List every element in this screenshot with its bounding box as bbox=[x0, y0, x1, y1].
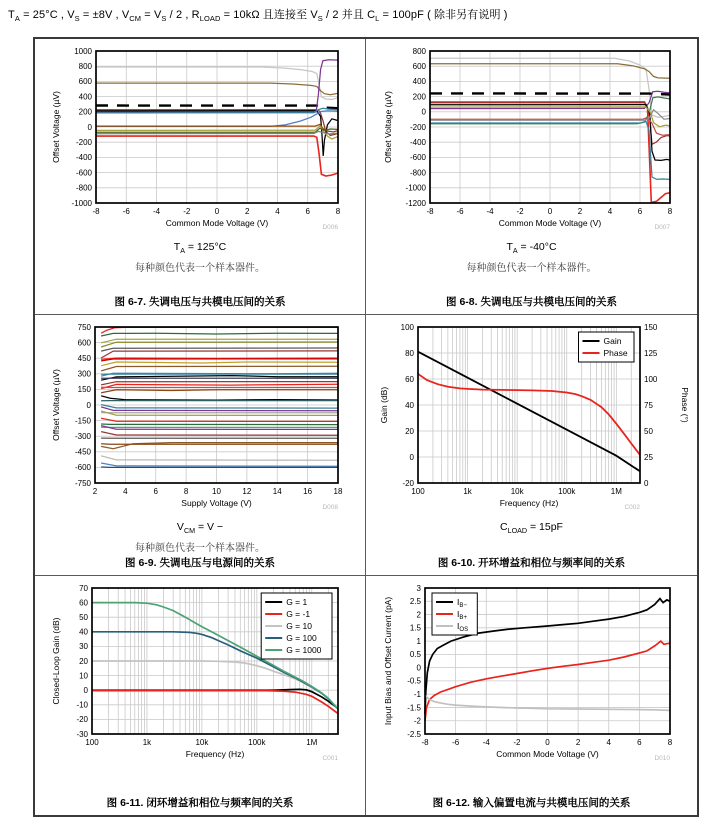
x-axis-label: Frequency (Hz) bbox=[185, 749, 245, 759]
figure-panel-6-7 bbox=[35, 39, 366, 315]
svg-text:1M: 1M bbox=[610, 487, 622, 496]
condition-text: $V_{CM} = V$ − bbox=[176, 521, 224, 536]
svg-text:-8: -8 bbox=[92, 207, 100, 216]
x-axis-label: Common Mode Voltage (V) bbox=[165, 218, 269, 228]
svg-text:4: 4 bbox=[123, 487, 128, 496]
svg-text:-400: -400 bbox=[409, 138, 426, 147]
svg-text:1k: 1k bbox=[142, 738, 152, 747]
series-G = 1 bbox=[92, 689, 338, 708]
series-G = 10 bbox=[92, 661, 338, 709]
svg-text:40: 40 bbox=[404, 400, 414, 410]
legend-label: $I_{B-}$ bbox=[456, 596, 467, 609]
x-axis-label: Common Mode Voltage (V) bbox=[498, 218, 601, 228]
svg-text:2.5: 2.5 bbox=[409, 597, 421, 607]
figure-caption: 图 6-12. 输入偏置电流与共模电压间的关系 bbox=[432, 797, 631, 809]
svg-text:-200: -200 bbox=[75, 138, 92, 147]
svg-text:-2.5: -2.5 bbox=[406, 729, 421, 739]
figure-panel-6-10 bbox=[366, 315, 697, 576]
svg-text:-800: -800 bbox=[75, 183, 92, 193]
watermark: D010 bbox=[653, 755, 670, 762]
series-25 bbox=[101, 424, 338, 425]
svg-text:-600: -600 bbox=[75, 168, 92, 178]
svg-text:-1.5: -1.5 bbox=[406, 703, 421, 713]
series-group bbox=[101, 327, 338, 467]
chart-offset-vs-vcm-125c bbox=[49, 44, 351, 238]
svg-text:600: 600 bbox=[77, 338, 91, 348]
figure-panel-6-9 bbox=[35, 315, 366, 576]
svg-text:2: 2 bbox=[92, 487, 98, 496]
figure-panel-6-12 bbox=[366, 576, 697, 815]
svg-text:-600: -600 bbox=[74, 463, 91, 473]
svg-text:-6: -6 bbox=[451, 738, 459, 747]
y-axis-label: Input Bias and Offset Current (pA) bbox=[382, 596, 393, 726]
legend-label: G = 1 bbox=[286, 596, 308, 607]
figure-panel-6-11 bbox=[35, 576, 366, 815]
svg-text:1000: 1000 bbox=[74, 46, 92, 56]
y-axis-label: Closed-Loop Gain (dB) bbox=[51, 617, 61, 705]
legend-label: G = 1000 bbox=[286, 644, 322, 655]
figure-caption: 图 6-10. 开环增益和相位与频率间的关系 bbox=[437, 557, 626, 569]
figure-caption: 图 6-9. 失调电压与电源间的关系 bbox=[125, 557, 275, 569]
svg-text:50: 50 bbox=[79, 613, 88, 622]
svg-text:100: 100 bbox=[643, 374, 657, 384]
svg-text:0: 0 bbox=[421, 107, 426, 117]
svg-text:2: 2 bbox=[416, 610, 421, 620]
figure-caption: 图 6-8. 失调电压与共模电压间的关系 bbox=[446, 296, 617, 308]
svg-text:-1200: -1200 bbox=[405, 198, 426, 208]
svg-text:50: 50 bbox=[643, 426, 653, 436]
svg-text:0: 0 bbox=[214, 207, 220, 216]
chart-offset-vs-vcm-minus40c bbox=[381, 44, 683, 238]
svg-text:8: 8 bbox=[667, 738, 672, 747]
series-Phase bbox=[418, 374, 640, 455]
watermark: D007 bbox=[653, 224, 670, 231]
svg-text:0: 0 bbox=[86, 400, 91, 410]
svg-text:100k: 100k bbox=[557, 487, 575, 496]
svg-text:60: 60 bbox=[404, 374, 414, 384]
svg-text:-6: -6 bbox=[455, 207, 464, 216]
y-axis-label: Offset Voltage (µV) bbox=[382, 91, 393, 163]
series-28 bbox=[101, 432, 338, 436]
svg-text:75: 75 bbox=[643, 400, 653, 410]
svg-text:100: 100 bbox=[85, 738, 99, 747]
svg-text:0: 0 bbox=[409, 452, 414, 462]
y-axis-label: Gain (dB) bbox=[378, 386, 389, 424]
svg-text:600: 600 bbox=[78, 77, 92, 87]
series-18 bbox=[101, 396, 338, 400]
svg-text:6: 6 bbox=[637, 207, 642, 216]
svg-text:8: 8 bbox=[335, 207, 341, 216]
svg-text:60: 60 bbox=[79, 598, 88, 608]
svg-text:125: 125 bbox=[643, 348, 657, 358]
svg-text:200: 200 bbox=[78, 107, 92, 117]
svg-text:2: 2 bbox=[245, 207, 250, 216]
svg-text:-30: -30 bbox=[76, 729, 88, 739]
svg-text:200: 200 bbox=[412, 92, 426, 102]
figure-grid bbox=[33, 37, 699, 817]
series-G = -1 bbox=[92, 691, 338, 714]
svg-text:400: 400 bbox=[78, 92, 92, 102]
svg-text:150: 150 bbox=[77, 385, 91, 395]
svg-text:18: 18 bbox=[333, 487, 343, 496]
svg-text:100: 100 bbox=[400, 322, 414, 332]
legend-label: Phase bbox=[603, 347, 628, 358]
chart-openloop-gain-phase bbox=[377, 320, 690, 518]
figure-caption: 图 6-7. 失调电压与共模电压间的关系 bbox=[114, 296, 286, 308]
series-31 bbox=[101, 444, 338, 445]
legend-label: G = 10 bbox=[286, 620, 312, 631]
svg-text:16: 16 bbox=[303, 487, 313, 496]
svg-text:-1: -1 bbox=[413, 689, 421, 699]
test-conditions-header: $T_A = 25^\circ C$ , $V_S = \pm 8V$ , $V_{CM} = V_S / 2$ , $R_{LOAD} = 10k\Omega$ 且连接至 $V_S / 2$ 并且 $C_L = 100pF$ ( 除非另有说明 ) bbox=[8, 9, 508, 24]
series-24 bbox=[101, 418, 338, 421]
svg-text:-8: -8 bbox=[420, 738, 429, 747]
svg-text:-200: -200 bbox=[409, 122, 426, 132]
svg-text:-10: -10 bbox=[76, 700, 88, 710]
gridlines bbox=[430, 51, 670, 203]
svg-text:-450: -450 bbox=[74, 447, 91, 457]
series-30 bbox=[101, 443, 338, 449]
svg-text:-600: -600 bbox=[409, 153, 426, 163]
svg-text:-400: -400 bbox=[75, 153, 92, 163]
svg-text:8: 8 bbox=[667, 207, 672, 216]
svg-text:-2: -2 bbox=[515, 207, 524, 216]
note-text: 每种颜色代表一个样本器件。 bbox=[466, 263, 597, 275]
svg-text:10k: 10k bbox=[195, 738, 209, 747]
svg-text:450: 450 bbox=[77, 354, 91, 363]
x-axis-label: Frequency (Hz) bbox=[499, 498, 558, 508]
svg-text:3: 3 bbox=[416, 583, 421, 593]
svg-text:25: 25 bbox=[643, 452, 653, 462]
legend bbox=[261, 593, 332, 659]
legend-label: $I_{OS}$ bbox=[456, 620, 468, 633]
svg-text:0: 0 bbox=[544, 738, 550, 747]
svg-text:10k: 10k bbox=[510, 487, 524, 496]
figure-panel-6-8 bbox=[366, 39, 697, 315]
svg-text:10: 10 bbox=[212, 487, 221, 496]
svg-text:40: 40 bbox=[79, 627, 88, 637]
svg-text:600: 600 bbox=[412, 62, 426, 71]
condition-text: $T_A = -40^\circ C$ bbox=[506, 241, 557, 256]
svg-text:-4: -4 bbox=[152, 207, 161, 216]
note-text: 每种颜色代表一个样本器件。 bbox=[135, 263, 265, 275]
legend-label: $I_{B+}$ bbox=[456, 608, 467, 621]
series-9 bbox=[101, 366, 338, 371]
svg-text:0.5: 0.5 bbox=[409, 650, 421, 660]
svg-text:8: 8 bbox=[183, 487, 189, 496]
x-axis-label: Common Mode Voltage (V) bbox=[495, 749, 599, 759]
svg-text:0: 0 bbox=[547, 207, 552, 216]
svg-text:800: 800 bbox=[412, 46, 426, 56]
series-7 bbox=[101, 359, 338, 361]
condition-text: $T_A = 125^\circ C$ bbox=[173, 241, 227, 256]
svg-text:0: 0 bbox=[83, 686, 88, 695]
note-text: 每种颜色代表一个样本器件。 bbox=[135, 543, 265, 555]
svg-text:-0.5: -0.5 bbox=[406, 676, 421, 686]
series-33 bbox=[101, 463, 338, 466]
watermark: D006 bbox=[322, 224, 338, 231]
series-32 bbox=[101, 456, 338, 461]
svg-text:-20: -20 bbox=[76, 715, 88, 725]
svg-text:800: 800 bbox=[78, 62, 92, 71]
svg-text:1k: 1k bbox=[462, 487, 472, 496]
y-axis-label: Offset Voltage (µV) bbox=[51, 91, 61, 163]
chart-input-bias-current bbox=[381, 581, 683, 769]
chart-offset-vs-supply bbox=[49, 320, 351, 518]
svg-text:20: 20 bbox=[404, 426, 414, 436]
series-1 bbox=[101, 333, 338, 336]
svg-text:-800: -800 bbox=[409, 168, 426, 178]
legend-label: Gain bbox=[603, 335, 621, 346]
svg-text:0: 0 bbox=[643, 478, 648, 488]
svg-text:2: 2 bbox=[575, 738, 580, 747]
x-axis-label: Supply Voltage (V) bbox=[181, 498, 252, 508]
y2-axis-label: Phase (°) bbox=[679, 387, 690, 423]
svg-text:-4: -4 bbox=[482, 738, 490, 747]
svg-text:1M: 1M bbox=[306, 738, 318, 747]
svg-text:4: 4 bbox=[607, 207, 612, 216]
svg-text:6: 6 bbox=[636, 738, 642, 747]
svg-text:-6: -6 bbox=[122, 207, 130, 216]
svg-text:100: 100 bbox=[410, 487, 425, 496]
chart-closedloop-gain bbox=[49, 581, 351, 769]
svg-text:-150: -150 bbox=[74, 416, 91, 426]
condition-text: $C_{LOAD} = 15pF$ bbox=[500, 521, 563, 536]
svg-text:1: 1 bbox=[416, 636, 421, 646]
watermark: C002 bbox=[623, 504, 640, 511]
series-0 bbox=[101, 327, 338, 333]
legend bbox=[432, 593, 477, 635]
tick-labels bbox=[405, 47, 672, 216]
svg-text:80: 80 bbox=[404, 348, 414, 358]
svg-text:30: 30 bbox=[79, 642, 88, 652]
svg-text:400: 400 bbox=[412, 77, 426, 87]
tick-labels bbox=[72, 47, 341, 216]
watermark: C001 bbox=[322, 755, 338, 762]
legend-label: G = 100 bbox=[286, 632, 317, 643]
svg-text:-1000: -1000 bbox=[71, 198, 92, 208]
svg-text:-2: -2 bbox=[512, 738, 520, 747]
svg-text:-750: -750 bbox=[74, 478, 91, 488]
svg-text:0: 0 bbox=[416, 663, 421, 673]
figure-caption: 图 6-11. 闭环增益和相位与频率间的关系 bbox=[106, 797, 294, 809]
svg-text:12: 12 bbox=[242, 487, 252, 496]
svg-text:100k: 100k bbox=[248, 738, 266, 747]
series-8 bbox=[101, 362, 338, 366]
series-group bbox=[418, 352, 640, 472]
svg-text:-2: -2 bbox=[413, 716, 421, 726]
svg-text:10: 10 bbox=[79, 671, 88, 681]
svg-text:14: 14 bbox=[272, 487, 282, 496]
svg-text:-1000: -1000 bbox=[405, 183, 426, 193]
svg-text:6: 6 bbox=[305, 207, 310, 216]
svg-text:300: 300 bbox=[77, 369, 91, 379]
svg-text:-8: -8 bbox=[425, 207, 434, 216]
svg-text:70: 70 bbox=[79, 583, 88, 593]
svg-text:750: 750 bbox=[77, 322, 91, 332]
series-5 bbox=[101, 351, 338, 358]
svg-text:6: 6 bbox=[153, 487, 158, 496]
svg-text:1.5: 1.5 bbox=[409, 623, 421, 633]
watermark: D008 bbox=[322, 504, 338, 511]
svg-text:-2: -2 bbox=[183, 207, 191, 216]
svg-text:-4: -4 bbox=[485, 207, 494, 216]
series-17 bbox=[101, 390, 338, 393]
legend bbox=[578, 332, 634, 362]
svg-text:0: 0 bbox=[87, 122, 92, 132]
svg-text:150: 150 bbox=[643, 322, 657, 332]
svg-text:4: 4 bbox=[275, 207, 280, 216]
svg-text:20: 20 bbox=[79, 656, 88, 666]
svg-text:-20: -20 bbox=[401, 478, 414, 488]
y-axis-label: Offset Voltage (µV) bbox=[51, 369, 61, 441]
svg-text:-300: -300 bbox=[74, 432, 91, 441]
legend-label: G = -1 bbox=[286, 608, 311, 619]
svg-text:4: 4 bbox=[606, 738, 611, 747]
svg-text:2: 2 bbox=[577, 207, 582, 216]
